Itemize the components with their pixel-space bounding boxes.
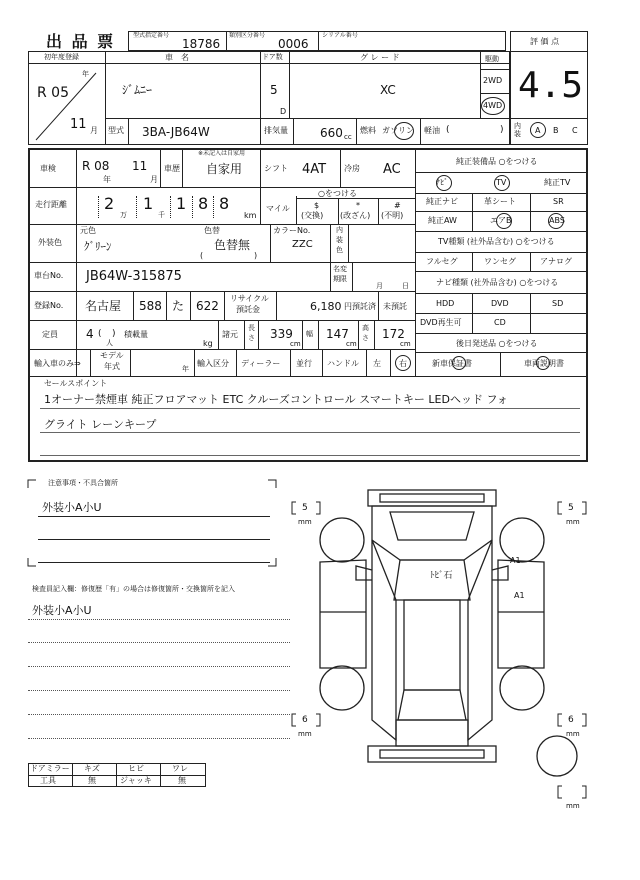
recycle-status: 円預託済 xyxy=(344,302,376,311)
original-color-label: 元色 xyxy=(80,226,96,235)
class-no-label: 類別区分番号 xyxy=(229,32,266,39)
equip-airbag: エアB xyxy=(490,216,512,225)
first-reg-month: 11 xyxy=(70,117,87,132)
handle-right: 右 xyxy=(399,359,407,368)
history-note: ※未記入は自家用 xyxy=(198,150,246,157)
load-unit: kg xyxy=(203,339,213,348)
exterior-label: 外装色 xyxy=(38,238,62,247)
navi-dvd-play: DVD再生可 xyxy=(420,318,462,327)
length: 339 xyxy=(270,327,293,341)
equip-genuine-navi: 純正ナビ xyxy=(426,197,458,206)
class-no: 0006 xyxy=(278,37,309,51)
equip-navi: ﾅﾋﾞ xyxy=(436,178,448,187)
displacement: 660 xyxy=(320,126,343,140)
name-change-day: 日 xyxy=(402,282,409,290)
mileage-digit-3: 1 xyxy=(176,194,187,213)
recycle-unpaid: 未預託 xyxy=(383,302,407,311)
equip-sr: SR xyxy=(553,197,564,206)
interior-b: B xyxy=(553,126,559,135)
inspector-text: 外装小A小U xyxy=(32,604,92,617)
reg-area: 名古屋 xyxy=(85,299,122,313)
drive-4wd: 4WD xyxy=(483,101,503,110)
dims-label: 諸元 xyxy=(222,330,238,339)
mileage-unit-man: 万 xyxy=(120,211,127,219)
caution-text: 外装小A小U xyxy=(42,501,102,514)
import-label: 輸入車のみ⇒ xyxy=(34,359,81,368)
mileage-digit-4: 8 xyxy=(198,194,209,213)
tread-rear-right-unit: mm xyxy=(566,730,580,738)
width: 147 xyxy=(326,327,349,341)
parts-scratch: キズ xyxy=(84,764,100,773)
month-mark: 月 xyxy=(90,126,98,135)
diesel-paren-close: ) xyxy=(500,125,504,135)
color-code-label: カラーNo. xyxy=(273,226,311,235)
height-cm: cm xyxy=(400,340,411,348)
caution-label: 注意事項・不具合箇所 xyxy=(48,479,118,487)
capacity-unit: 人 xyxy=(106,339,113,347)
fuel: ガソリン xyxy=(382,126,414,135)
inspection-label: 車検 xyxy=(40,164,56,173)
capacity-paren-close: ) xyxy=(112,329,116,339)
chassis: JB64W-315875 xyxy=(86,269,182,284)
type-no-label: 型式指定番号 xyxy=(133,32,170,39)
length-cm: cm xyxy=(290,340,301,348)
mileage-unit-km: km xyxy=(244,211,257,220)
form-title: 出 品 票 xyxy=(46,32,116,51)
doors-d: D xyxy=(280,107,287,116)
history: 自家用 xyxy=(206,162,243,176)
year-mark: 年 xyxy=(82,70,89,78)
altered-bottom: (改ざん) xyxy=(340,211,371,220)
score-label: 評 価 点 xyxy=(530,37,560,46)
ac-label: 冷房 xyxy=(344,164,360,173)
color-paren-open: ( xyxy=(200,251,204,260)
grade-label: グ レ ー ド xyxy=(360,53,400,62)
color-code: ZZC xyxy=(292,239,313,250)
serial-label: シリアル番号 xyxy=(322,32,358,39)
reg-kana: た xyxy=(172,299,185,313)
inspection-era: R 08 xyxy=(82,159,110,173)
width-cm: cm xyxy=(346,340,357,348)
mileage-digit-5: 8 xyxy=(219,194,230,213)
tread-spare-unit: mm xyxy=(566,802,580,810)
model: 3BA-JB64W xyxy=(142,125,210,139)
sales-label: セールスポイント xyxy=(44,379,108,388)
parallel: 並行 xyxy=(296,359,312,368)
ac: AC xyxy=(383,162,401,177)
mileage-digit-2: 1 xyxy=(143,194,154,213)
doors: 5 xyxy=(270,83,278,97)
reg-class: 588 xyxy=(139,299,162,313)
model-label: 型式 xyxy=(108,126,124,135)
height-label-1: 高 xyxy=(362,324,369,332)
shift-label: シフト xyxy=(264,164,288,173)
later-warranty: 新車保証書 xyxy=(432,359,472,368)
chassis-label: 車台No. xyxy=(34,271,64,280)
tv-oneseg: ワンセグ xyxy=(484,257,516,266)
length-label-2: さ xyxy=(248,334,255,342)
parts-tools: 工具 xyxy=(40,776,56,785)
parts-mirror: ドアミラー xyxy=(30,764,70,773)
mark-windshield: ﾄﾋﾞ石 xyxy=(430,571,453,581)
grade: XC xyxy=(380,83,396,97)
car-name: ｼﾞﾑﾆｰ xyxy=(122,83,153,97)
interior-color-label-1: 内 xyxy=(336,226,343,234)
equip-tv: TV xyxy=(496,178,507,187)
unknown-bottom: (不明) xyxy=(381,211,404,220)
diesel-paren-open: ( xyxy=(446,125,450,135)
mileage-digit-1: 2 xyxy=(104,194,115,213)
later-manual: 車両説明書 xyxy=(524,359,564,368)
exchange-top: $ xyxy=(314,201,320,210)
displacement-label: 排気量 xyxy=(264,126,288,135)
capacity: 4 xyxy=(86,327,94,341)
tv-type-title: TV種類 (社外品含む) ○をつける xyxy=(438,237,555,246)
mark-a1-2: A1 xyxy=(514,591,525,600)
tv-analog: アナログ xyxy=(540,257,572,266)
parts-tools-value: 無 xyxy=(88,776,96,785)
exchange-bottom: (交換) xyxy=(301,211,324,220)
tv-fullseg: フルセグ xyxy=(426,257,458,266)
shift: 4AT xyxy=(302,162,327,177)
model-year-label-1: モデル xyxy=(100,351,124,360)
diesel-label: 軽油 xyxy=(424,126,440,135)
parts-break: ワレ xyxy=(172,764,188,773)
navi-sd: SD xyxy=(552,299,564,308)
doors-label: ドア数 xyxy=(262,53,283,61)
import-class-label: 輸入区分 xyxy=(197,359,229,368)
navi-cd: CD xyxy=(494,318,506,327)
capacity-paren: ( xyxy=(98,329,102,339)
interior-c: C xyxy=(572,126,578,135)
recycle-amount: 6,180 xyxy=(310,300,342,313)
mile-label: マイル xyxy=(266,204,290,213)
unknown-top: # xyxy=(394,201,401,210)
tread-rear-left: 6 xyxy=(302,715,308,725)
equipment-title: 純正装備品 ○をつける xyxy=(456,157,538,166)
original-color: ｸﾞﾘｰﾝ xyxy=(84,240,112,253)
height-label-2: さ xyxy=(362,334,369,342)
model-year-label-2: 年式 xyxy=(104,362,120,371)
inspection-year-mark: 年 xyxy=(103,175,111,184)
navi-hdd: HDD xyxy=(436,299,455,308)
drive-2wd: 2WD xyxy=(483,76,503,85)
drive-label: 駆動 xyxy=(485,55,499,63)
inspection-month: 11 xyxy=(132,159,148,173)
color-change-label: 色替 xyxy=(204,226,220,235)
handle-left: 左 xyxy=(373,359,381,368)
color-changed: 色替無 xyxy=(214,238,251,252)
reg-label: 登録No. xyxy=(34,301,64,310)
interior-color-label-2: 装 xyxy=(336,236,343,244)
odometer-circle-hint: ○をつける xyxy=(318,189,357,198)
load-label: 積載量 xyxy=(124,330,148,339)
parts-crack: ヒビ xyxy=(128,764,144,773)
history-label: 車歴 xyxy=(164,164,180,173)
mileage-unit-sen: 千 xyxy=(158,211,165,219)
interior-color-label-3: 色 xyxy=(336,246,343,254)
equip-leather: 革シート xyxy=(484,197,516,206)
length-label-1: 長 xyxy=(248,324,255,332)
interior-label: 内装 xyxy=(514,122,521,138)
car-name-label: 車 名 xyxy=(165,53,189,62)
first-reg-era: R 05 xyxy=(37,85,69,101)
navi-dvd: DVD xyxy=(491,299,509,308)
tread-front-left: 5 xyxy=(302,503,308,513)
name-change-month: 月 xyxy=(376,282,383,290)
inspector-label: 検査員記入欄：修復歴「有」の場合は修復箇所・交換箇所を記入 xyxy=(32,585,235,593)
tread-front-right-unit: mm xyxy=(566,518,580,526)
capacity-label: 定員 xyxy=(42,330,58,339)
tread-front-right: 5 xyxy=(568,503,574,513)
color-paren-close: ) xyxy=(254,251,258,260)
tread-front-left-unit: mm xyxy=(298,518,312,526)
score-value: 4.5 xyxy=(518,65,584,106)
type-no: 18786 xyxy=(182,37,221,51)
tread-rear-left-unit: mm xyxy=(298,730,312,738)
height: 172 xyxy=(382,327,405,341)
parts-jack-value: 無 xyxy=(178,776,186,785)
name-change-label-2: 期限 xyxy=(333,275,347,283)
sales-line-2: グライト レーンキープ xyxy=(44,418,157,431)
fuel-label: 燃料 xyxy=(360,126,376,135)
parts-jack: ジャッキ xyxy=(120,776,152,785)
equip-genuine-tv: 純正TV xyxy=(544,178,571,187)
recycle-label-2: 預託金 xyxy=(236,305,260,314)
width-label: 幅 xyxy=(306,330,313,338)
interior-a: A xyxy=(535,126,541,135)
name-change-label-1: 名変 xyxy=(333,265,347,273)
model-year-unit: 年 xyxy=(182,365,189,373)
inspection-month-mark: 月 xyxy=(150,175,158,184)
recycle-label-1: リサイクル xyxy=(230,294,269,303)
mark-a1-1: A1 xyxy=(510,556,521,565)
sales-line-1: 1オーナー禁煙車 純正フロアマット ETC クルーズコントロール スマートキー LEDヘッド フォ xyxy=(44,393,508,406)
altered-top: * xyxy=(356,201,360,210)
navi-type-title: ナビ種類 (社外品含む) ○をつける xyxy=(436,278,559,287)
later-title: 後日発送品 ○をつける xyxy=(456,339,538,348)
cc-unit: cc xyxy=(344,133,352,141)
handle-label: ハンドル xyxy=(327,359,359,368)
mileage-label: 走行距離 xyxy=(35,200,67,209)
first-reg-label: 初年度登録 xyxy=(44,53,79,61)
reg-no: 622 xyxy=(196,299,219,313)
equip-genuine-aw: 純正AW xyxy=(428,216,457,225)
equip-abs: ABS xyxy=(549,216,565,225)
tread-rear-right: 6 xyxy=(568,715,574,725)
dealer: ディーラー xyxy=(241,359,281,368)
